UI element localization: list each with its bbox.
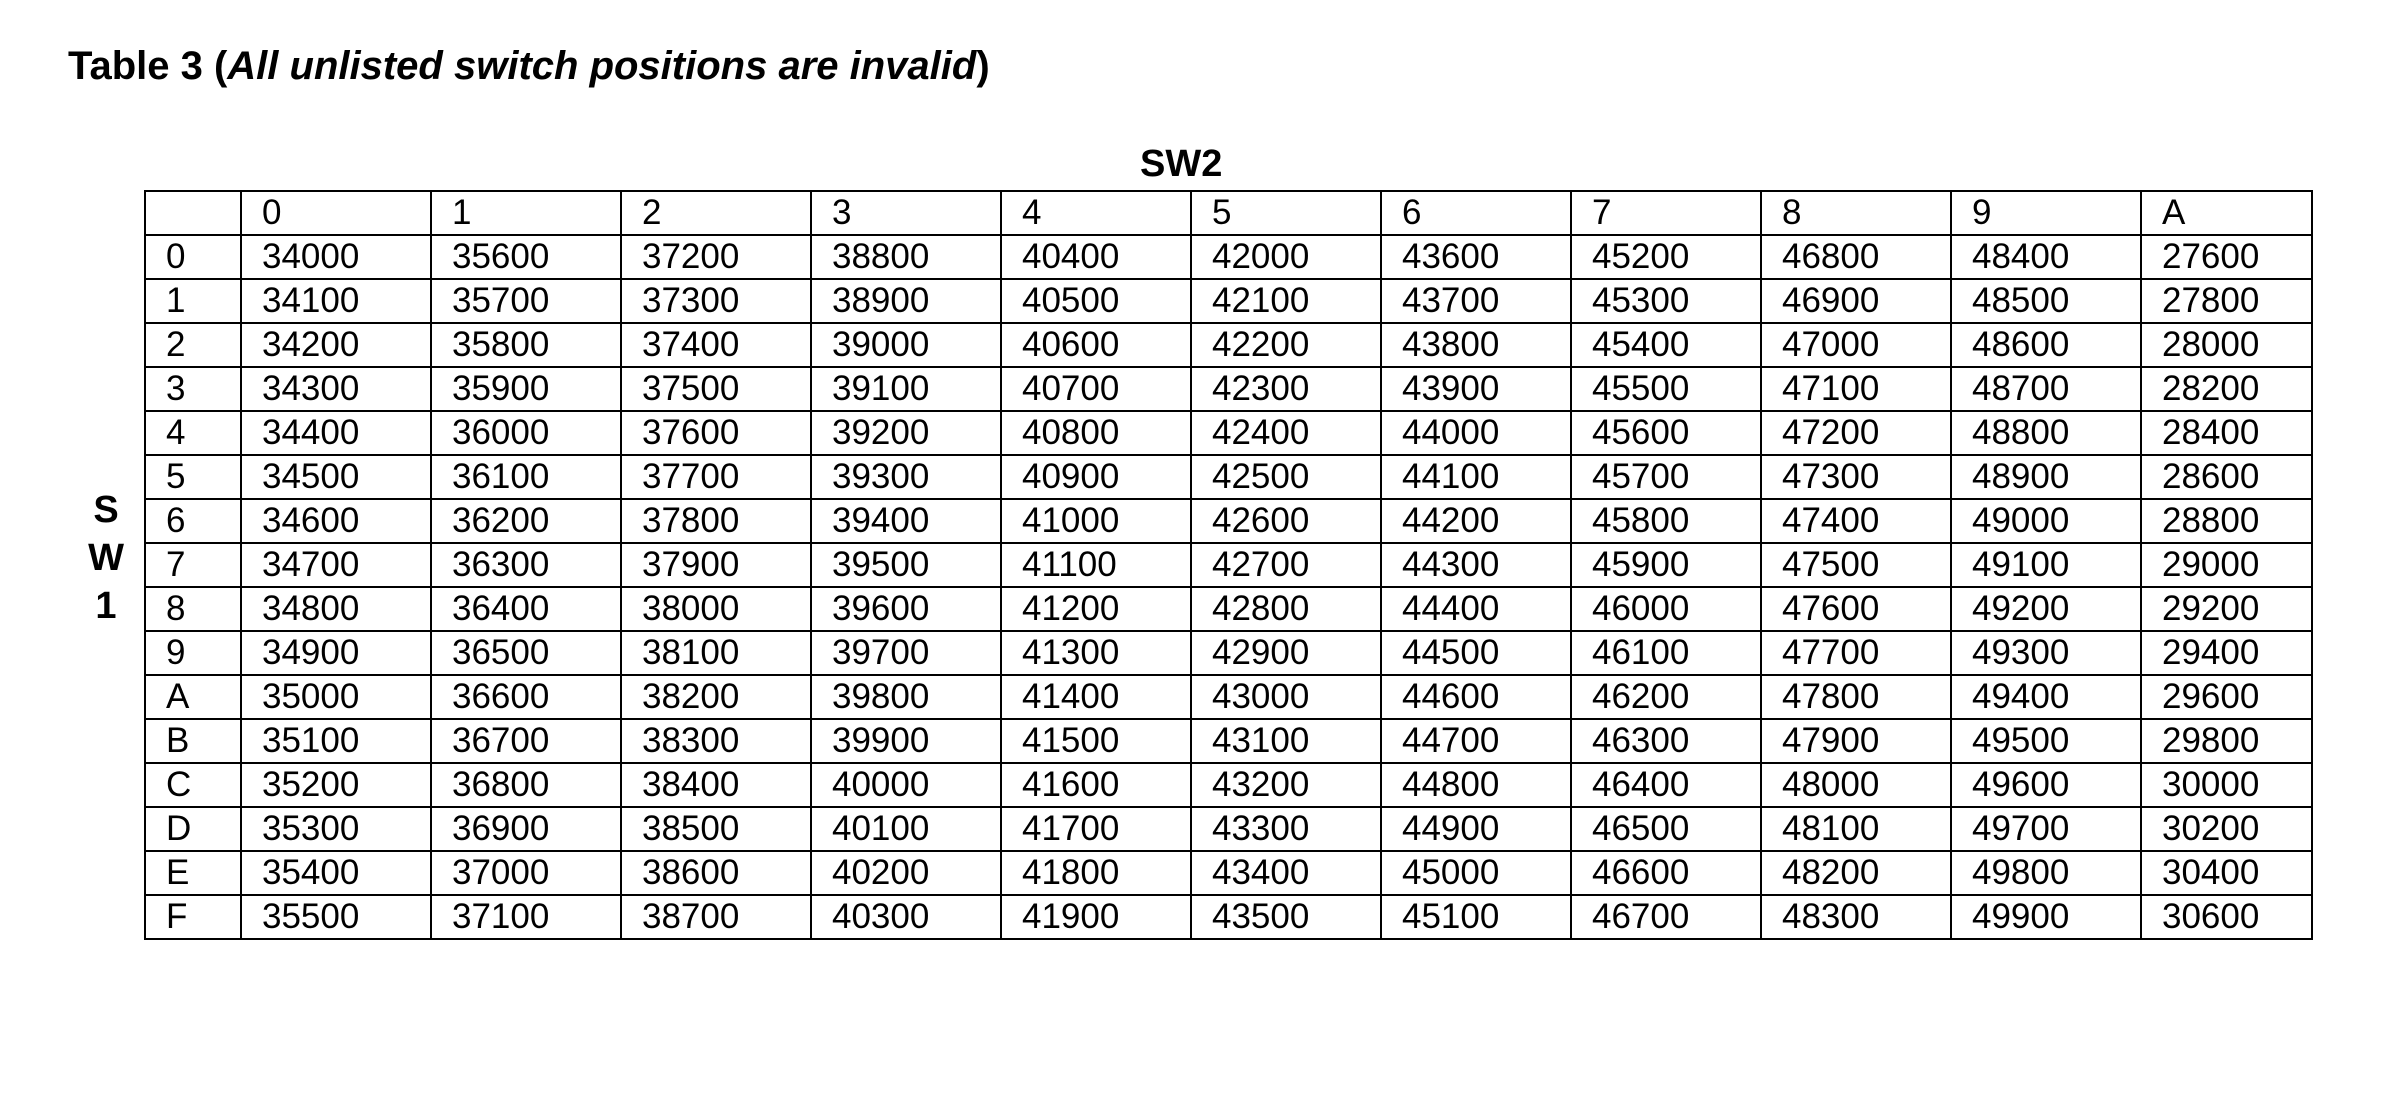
table-cell: 46300 — [1571, 719, 1761, 763]
row-header: 9 — [145, 631, 241, 675]
table-cell: 38100 — [621, 631, 811, 675]
column-header: 5 — [1191, 191, 1381, 235]
table-cell: 30400 — [2141, 851, 2312, 895]
table-cell: 42900 — [1191, 631, 1381, 675]
table-row — [145, 455, 2312, 499]
table-cell: 35600 — [431, 235, 621, 279]
table-row — [145, 235, 2312, 279]
table-cell: 45200 — [1571, 235, 1761, 279]
table-cell: 43100 — [1191, 719, 1381, 763]
table-cell: 46700 — [1571, 895, 1761, 939]
row-header: 3 — [145, 367, 241, 411]
table-cell: 46800 — [1761, 235, 1951, 279]
table-cell: 36600 — [431, 675, 621, 719]
table-cell: 47000 — [1761, 323, 1951, 367]
column-axis-label: SW2 — [1140, 143, 1223, 185]
column-header: 7 — [1571, 191, 1761, 235]
table-cell: 48200 — [1761, 851, 1951, 895]
table-cell: 35300 — [241, 807, 431, 851]
table-cell: 49200 — [1951, 587, 2141, 631]
table-cell: 48000 — [1761, 763, 1951, 807]
table-cell: 44500 — [1381, 631, 1571, 675]
table-cell: 47600 — [1761, 587, 1951, 631]
table-cell: 34800 — [241, 587, 431, 631]
table-cell: 39500 — [811, 543, 1001, 587]
table-cell: 40800 — [1001, 411, 1191, 455]
table-cell: 40200 — [811, 851, 1001, 895]
table-cell: 36300 — [431, 543, 621, 587]
table-cell: 37000 — [431, 851, 621, 895]
table-cell: 30200 — [2141, 807, 2312, 851]
table-cell: 49000 — [1951, 499, 2141, 543]
table-cell: 28800 — [2141, 499, 2312, 543]
row-header: 0 — [145, 235, 241, 279]
table-cell: 47500 — [1761, 543, 1951, 587]
table-cell: 45900 — [1571, 543, 1761, 587]
table-cell: 40100 — [811, 807, 1001, 851]
table-cell: 46900 — [1761, 279, 1951, 323]
table-cell: 38600 — [621, 851, 811, 895]
table-cell: 47900 — [1761, 719, 1951, 763]
corner-cell — [145, 191, 241, 235]
table-cell: 46600 — [1571, 851, 1761, 895]
table-cell: 40700 — [1001, 367, 1191, 411]
switch-position-table — [144, 190, 2313, 940]
table-cell: 38500 — [621, 807, 811, 851]
table-cell: 45500 — [1571, 367, 1761, 411]
table-row — [145, 719, 2312, 763]
row-header: 4 — [145, 411, 241, 455]
table-cell: 44200 — [1381, 499, 1571, 543]
table-cell: 42100 — [1191, 279, 1381, 323]
table-cell: 47200 — [1761, 411, 1951, 455]
table-cell: 39300 — [811, 455, 1001, 499]
row-header: 6 — [145, 499, 241, 543]
table-cell: 41900 — [1001, 895, 1191, 939]
column-header: 1 — [431, 191, 621, 235]
table-cell: 46500 — [1571, 807, 1761, 851]
table-cell: 43800 — [1381, 323, 1571, 367]
table-cell: 36200 — [431, 499, 621, 543]
column-header: 6 — [1381, 191, 1571, 235]
table-cell: 36800 — [431, 763, 621, 807]
table-cell: 38700 — [621, 895, 811, 939]
table-cell: 29200 — [2141, 587, 2312, 631]
table-cell: 34600 — [241, 499, 431, 543]
table-cell: 30600 — [2141, 895, 2312, 939]
table-cell: 41500 — [1001, 719, 1191, 763]
table-cell: 42400 — [1191, 411, 1381, 455]
table-cell: 45400 — [1571, 323, 1761, 367]
table-cell: 34000 — [241, 235, 431, 279]
table-cell: 44400 — [1381, 587, 1571, 631]
table-cell: 37100 — [431, 895, 621, 939]
table-cell: 47400 — [1761, 499, 1951, 543]
table-cell: 48300 — [1761, 895, 1951, 939]
table-cell: 43200 — [1191, 763, 1381, 807]
table-cell: 27600 — [2141, 235, 2312, 279]
table-cell: 35200 — [241, 763, 431, 807]
table-cell: 39100 — [811, 367, 1001, 411]
table-cell: 45600 — [1571, 411, 1761, 455]
table-cell: 44900 — [1381, 807, 1571, 851]
table-row — [145, 895, 2312, 939]
table-cell: 37600 — [621, 411, 811, 455]
table-body — [145, 191, 2312, 939]
table-cell: 34900 — [241, 631, 431, 675]
table-cell: 48100 — [1761, 807, 1951, 851]
table-cell: 47300 — [1761, 455, 1951, 499]
table-cell: 37800 — [621, 499, 811, 543]
table-cell: 44100 — [1381, 455, 1571, 499]
table-cell: 42000 — [1191, 235, 1381, 279]
table-title-note: All unlisted switch positions are invalid — [227, 44, 977, 88]
table-row — [145, 587, 2312, 631]
column-header: A — [2141, 191, 2312, 235]
table-cell: 41400 — [1001, 675, 1191, 719]
table-cell: 36500 — [431, 631, 621, 675]
table-cell: 45100 — [1381, 895, 1571, 939]
row-header: 7 — [145, 543, 241, 587]
table-cell: 34200 — [241, 323, 431, 367]
table-cell: 41200 — [1001, 587, 1191, 631]
table-cell: 49300 — [1951, 631, 2141, 675]
table-cell: 40500 — [1001, 279, 1191, 323]
table-row — [145, 807, 2312, 851]
table-cell: 45300 — [1571, 279, 1761, 323]
table-cell: 42500 — [1191, 455, 1381, 499]
row-header: E — [145, 851, 241, 895]
table-cell: 35400 — [241, 851, 431, 895]
table-row — [145, 631, 2312, 675]
row-header: C — [145, 763, 241, 807]
table-cell: 48400 — [1951, 235, 2141, 279]
table-cell: 36000 — [431, 411, 621, 455]
table-row — [145, 499, 2312, 543]
table-cell: 37700 — [621, 455, 811, 499]
table-cell: 44800 — [1381, 763, 1571, 807]
table-row — [145, 323, 2312, 367]
table-cell: 43000 — [1191, 675, 1381, 719]
table-cell: 34700 — [241, 543, 431, 587]
table-cell: 40000 — [811, 763, 1001, 807]
table-cell: 35100 — [241, 719, 431, 763]
table-cell: 39400 — [811, 499, 1001, 543]
table-cell: 38200 — [621, 675, 811, 719]
table-cell: 38900 — [811, 279, 1001, 323]
table-cell: 38000 — [621, 587, 811, 631]
table-cell: 29800 — [2141, 719, 2312, 763]
table-cell: 42200 — [1191, 323, 1381, 367]
table-cell: 39900 — [811, 719, 1001, 763]
table-cell: 30000 — [2141, 763, 2312, 807]
table-cell: 46000 — [1571, 587, 1761, 631]
table-row — [145, 763, 2312, 807]
table-cell: 48700 — [1951, 367, 2141, 411]
table-cell: 40300 — [811, 895, 1001, 939]
row-header: B — [145, 719, 241, 763]
table-cell: 48900 — [1951, 455, 2141, 499]
table-cell: 43600 — [1381, 235, 1571, 279]
table-cell: 41700 — [1001, 807, 1191, 851]
row-header: F — [145, 895, 241, 939]
table-cell: 41100 — [1001, 543, 1191, 587]
table-cell: 44600 — [1381, 675, 1571, 719]
table-cell: 41300 — [1001, 631, 1191, 675]
table-cell: 43500 — [1191, 895, 1381, 939]
table-cell: 27800 — [2141, 279, 2312, 323]
table-cell: 47700 — [1761, 631, 1951, 675]
row-axis-letter: S — [93, 489, 119, 531]
table-cell: 49900 — [1951, 895, 2141, 939]
table-cell: 29000 — [2141, 543, 2312, 587]
table-cell: 36400 — [431, 587, 621, 631]
table-cell: 49400 — [1951, 675, 2141, 719]
table-cell: 40400 — [1001, 235, 1191, 279]
table-cell: 45700 — [1571, 455, 1761, 499]
table-cell: 46200 — [1571, 675, 1761, 719]
table-row — [145, 367, 2312, 411]
table-cell: 39600 — [811, 587, 1001, 631]
table-cell: 28400 — [2141, 411, 2312, 455]
column-header: 2 — [621, 191, 811, 235]
table-cell: 46100 — [1571, 631, 1761, 675]
table-cell: 36700 — [431, 719, 621, 763]
table-row — [145, 675, 2312, 719]
table-cell: 40600 — [1001, 323, 1191, 367]
table-cell: 43300 — [1191, 807, 1381, 851]
table-cell: 35700 — [431, 279, 621, 323]
table-cell: 43700 — [1381, 279, 1571, 323]
table-cell: 42600 — [1191, 499, 1381, 543]
column-header: 9 — [1951, 191, 2141, 235]
table-cell: 35800 — [431, 323, 621, 367]
table-cell: 45000 — [1381, 851, 1571, 895]
table-cell: 37200 — [621, 235, 811, 279]
row-header: A — [145, 675, 241, 719]
table-cell: 28600 — [2141, 455, 2312, 499]
table-cell: 39000 — [811, 323, 1001, 367]
table-cell: 46400 — [1571, 763, 1761, 807]
table-cell: 36900 — [431, 807, 621, 851]
row-header: 1 — [145, 279, 241, 323]
table-cell: 42800 — [1191, 587, 1381, 631]
row-header: 2 — [145, 323, 241, 367]
row-axis-letter: 1 — [95, 585, 117, 627]
table-cell: 43900 — [1381, 367, 1571, 411]
table-cell: 42700 — [1191, 543, 1381, 587]
table-cell: 41000 — [1001, 499, 1191, 543]
table-cell: 34100 — [241, 279, 431, 323]
table-cell: 48500 — [1951, 279, 2141, 323]
row-header: D — [145, 807, 241, 851]
table-cell: 36100 — [431, 455, 621, 499]
table-cell: 34500 — [241, 455, 431, 499]
table-cell: 49700 — [1951, 807, 2141, 851]
table-cell: 39700 — [811, 631, 1001, 675]
column-header: 8 — [1761, 191, 1951, 235]
table-cell: 41600 — [1001, 763, 1191, 807]
table-cell: 40900 — [1001, 455, 1191, 499]
table-cell: 49600 — [1951, 763, 2141, 807]
table-cell: 43400 — [1191, 851, 1381, 895]
table-cell: 37900 — [621, 543, 811, 587]
column-header: 0 — [241, 191, 431, 235]
table-row — [145, 851, 2312, 895]
table-row — [145, 279, 2312, 323]
table-cell: 47800 — [1761, 675, 1951, 719]
table-title-prefix: Table 3 ( — [68, 44, 228, 88]
table-cell: 29600 — [2141, 675, 2312, 719]
header-row — [145, 191, 2312, 235]
table-cell: 38400 — [621, 763, 811, 807]
row-header: 8 — [145, 587, 241, 631]
row-axis-label — [86, 486, 126, 630]
table-cell: 42300 — [1191, 367, 1381, 411]
table-cell: 49100 — [1951, 543, 2141, 587]
table-cell: 49800 — [1951, 851, 2141, 895]
table-cell: 35500 — [241, 895, 431, 939]
row-axis-letter: W — [88, 537, 124, 579]
table-cell: 49500 — [1951, 719, 2141, 763]
table-cell: 38800 — [811, 235, 1001, 279]
table-cell: 35900 — [431, 367, 621, 411]
table-cell: 44000 — [1381, 411, 1571, 455]
table-cell: 37500 — [621, 367, 811, 411]
table-cell: 34400 — [241, 411, 431, 455]
table-cell: 47100 — [1761, 367, 1951, 411]
table-cell: 44300 — [1381, 543, 1571, 587]
table-cell: 29400 — [2141, 631, 2312, 675]
table-cell: 45800 — [1571, 499, 1761, 543]
table-cell: 28200 — [2141, 367, 2312, 411]
table-cell: 48800 — [1951, 411, 2141, 455]
table-cell: 34300 — [241, 367, 431, 411]
table-title — [68, 40, 990, 92]
table-cell: 37400 — [621, 323, 811, 367]
table-cell: 28000 — [2141, 323, 2312, 367]
table-row — [145, 543, 2312, 587]
column-header: 4 — [1001, 191, 1191, 235]
table-cell: 37300 — [621, 279, 811, 323]
table-row — [145, 411, 2312, 455]
table-cell: 48600 — [1951, 323, 2141, 367]
table-cell: 38300 — [621, 719, 811, 763]
table-cell: 39200 — [811, 411, 1001, 455]
table-cell: 41800 — [1001, 851, 1191, 895]
table-cell: 44700 — [1381, 719, 1571, 763]
row-header: 5 — [145, 455, 241, 499]
table-title-suffix: ) — [976, 44, 990, 88]
table-cell: 39800 — [811, 675, 1001, 719]
table-cell: 35000 — [241, 675, 431, 719]
column-header: 3 — [811, 191, 1001, 235]
